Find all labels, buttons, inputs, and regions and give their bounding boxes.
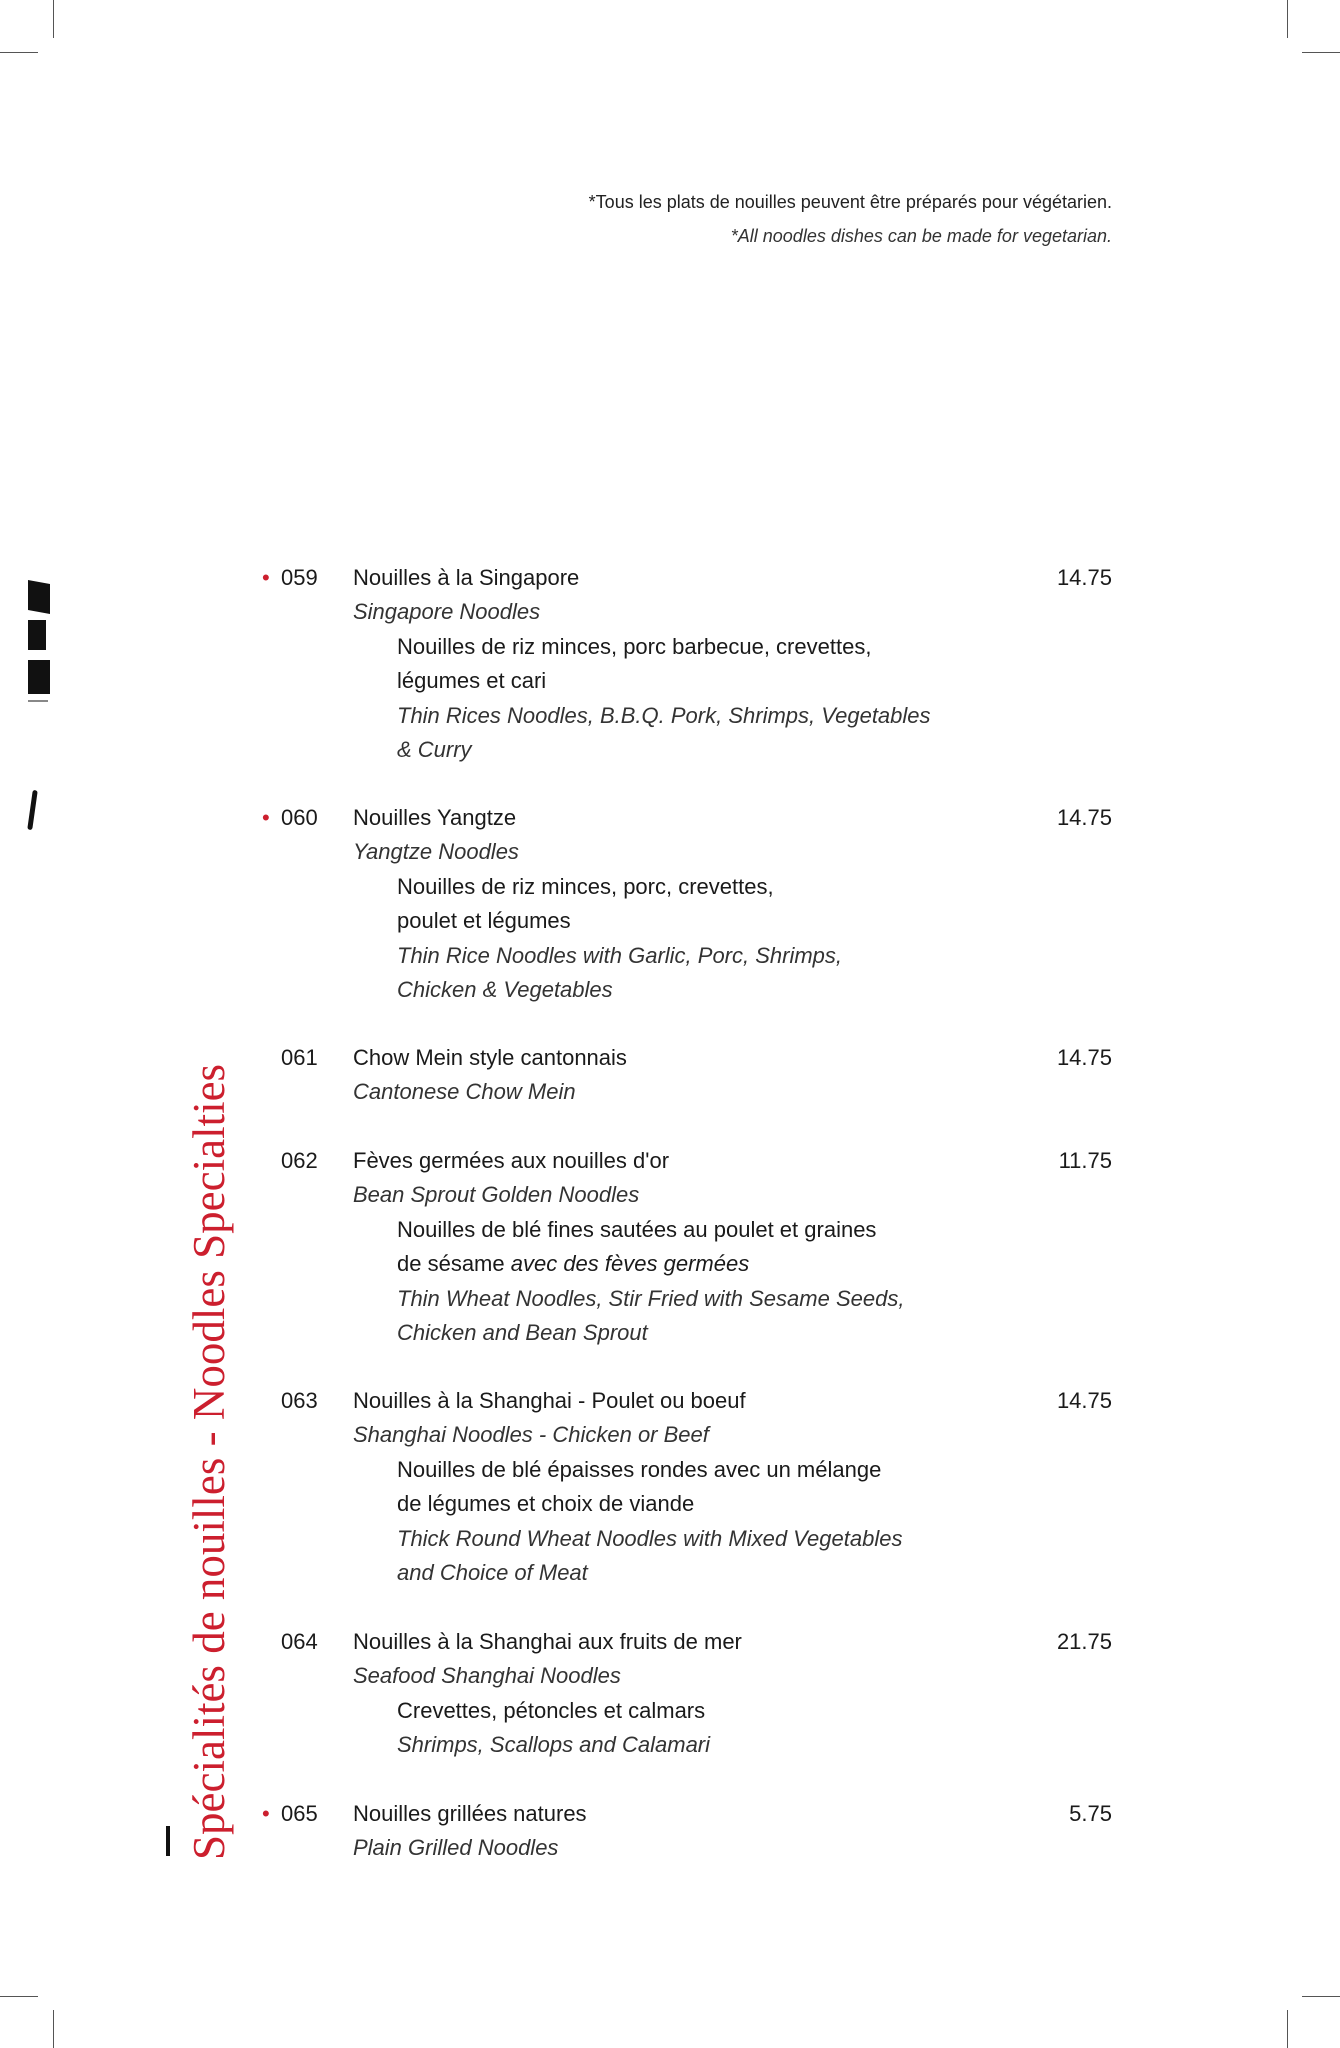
menu-item-065 xyxy=(262,1797,1112,1866)
item-name-fr: Nouilles grillées natures xyxy=(353,1801,587,1826)
item-desc-fr xyxy=(262,1247,1112,1281)
crop-mark xyxy=(0,52,38,53)
item-price: 5.75 xyxy=(1069,1801,1112,1826)
item-name-fr: Chow Mein style cantonnais xyxy=(353,1045,627,1070)
crop-mark xyxy=(1287,0,1288,38)
crop-mark xyxy=(0,1996,38,1997)
item-name-en: Yangtze Noodles xyxy=(353,839,519,865)
item-number: 064 xyxy=(281,1629,318,1654)
item-desc-en: and Choice of Meat xyxy=(397,1560,588,1586)
item-desc-en: Shrimps, Scallops and Calamari xyxy=(397,1732,711,1758)
item-desc-en: Chicken and Bean Sprout xyxy=(397,1320,648,1346)
crop-mark xyxy=(1302,1996,1340,1997)
item-price: 14.75 xyxy=(1056,805,1112,830)
item-number: 060 xyxy=(281,805,318,830)
crop-mark xyxy=(1287,2010,1288,2048)
item-desc-en: Thin Wheat Noodles, Stir Fried with Sesame Seeds, xyxy=(397,1285,905,1311)
menu-item-064 xyxy=(262,1625,1112,1763)
item-name-en: Seafood Shanghai Noodles xyxy=(353,1663,621,1689)
item-desc-en: & Curry xyxy=(397,737,472,763)
item-price: 14.75 xyxy=(1056,1388,1112,1413)
crop-mark xyxy=(1302,52,1340,53)
item-name-en: Singapore Noodles xyxy=(353,599,541,625)
item-number: 065 xyxy=(281,1801,318,1826)
item-name-fr: Nouilles à la Shanghai aux fruits de mer xyxy=(353,1629,742,1654)
special-bullet-icon: • xyxy=(262,805,270,830)
decorative-image-fragment xyxy=(28,580,50,614)
special-bullet-icon: • xyxy=(262,1801,270,1826)
item-price: 14.75 xyxy=(1056,1045,1112,1070)
special-bullet-icon: • xyxy=(262,565,270,590)
item-desc-en: Thick Round Wheat Noodles with Mixed Vegetables xyxy=(397,1525,903,1551)
item-desc-fr: Crevettes, pétoncles et calmars xyxy=(397,1697,706,1723)
item-desc-en: Thin Rices Noodles, B.B.Q. Pork, Shrimps, Vegetables xyxy=(397,702,931,728)
section-marker-bar xyxy=(166,1826,170,1856)
item-desc-fr: Nouilles de riz minces, porc, crevettes, xyxy=(397,873,774,899)
item-name-en: Bean Sprout Golden Noodles xyxy=(353,1182,640,1208)
item-name-fr: Nouilles à la Shanghai - Poulet ou boeuf xyxy=(353,1388,746,1413)
item-name-en: Cantonese Chow Mein xyxy=(353,1079,576,1105)
menu-item-059 xyxy=(262,561,1112,767)
crop-mark xyxy=(53,0,54,38)
section-title: Spécialités de nouilles - Noodles Specialties xyxy=(184,1063,234,1860)
decorative-image-fragment xyxy=(28,660,50,694)
item-number: 063 xyxy=(281,1388,318,1413)
crop-mark xyxy=(53,2010,54,2048)
item-name-fr: Nouilles à la Singapore xyxy=(353,565,580,590)
vegetarian-note-en: *All noodles dishes can be made for vegetarian. xyxy=(730,226,1112,246)
menu-item-060 xyxy=(262,801,1112,1007)
item-price: 21.75 xyxy=(1056,1629,1112,1654)
item-number: 062 xyxy=(281,1148,318,1173)
item-desc-fr: Nouilles de blé fines sautées au poulet et graines xyxy=(397,1216,877,1242)
item-desc-fr: poulet et légumes xyxy=(397,908,571,934)
item-name-fr: Fèves germées aux nouilles d'or xyxy=(353,1148,670,1173)
item-price: 14.75 xyxy=(1056,565,1112,590)
decorative-image-fragment xyxy=(28,700,48,702)
item-desc-fr: légumes et cari xyxy=(397,668,547,694)
decorative-image-fragment xyxy=(27,790,38,830)
vegetarian-note-fr: *Tous les plats de nouilles peuvent être préparés pour végétarien. xyxy=(588,192,1112,212)
menu-item-062 xyxy=(262,1144,1112,1350)
item-price: 11.75 xyxy=(1058,1148,1112,1173)
item-desc-fr-italic-part: avec des fèves germées xyxy=(510,1251,750,1277)
item-desc-fr-part: de sésame xyxy=(397,1251,511,1277)
item-number: 061 xyxy=(281,1045,318,1070)
item-number: 059 xyxy=(281,565,318,590)
item-desc-fr: Nouilles de riz minces, porc barbecue, crevettes, xyxy=(397,633,872,659)
item-name-fr: Nouilles Yangtze xyxy=(353,805,517,830)
menu-item-063 xyxy=(262,1384,1112,1590)
item-name-en: Plain Grilled Noodles xyxy=(353,1835,559,1861)
item-desc-en: Chicken & Vegetables xyxy=(397,977,613,1003)
menu-item-061 xyxy=(262,1041,1112,1110)
decorative-image-fragment xyxy=(28,620,46,650)
item-name-en: Shanghai Noodles - Chicken or Beef xyxy=(353,1422,709,1448)
item-desc-fr: Nouilles de blé épaisses rondes avec un mélange xyxy=(397,1456,882,1482)
item-desc-en: Thin Rice Noodles with Garlic, Porc, Shrimps, xyxy=(397,942,843,968)
item-desc-fr: de légumes et choix de viande xyxy=(397,1491,695,1517)
